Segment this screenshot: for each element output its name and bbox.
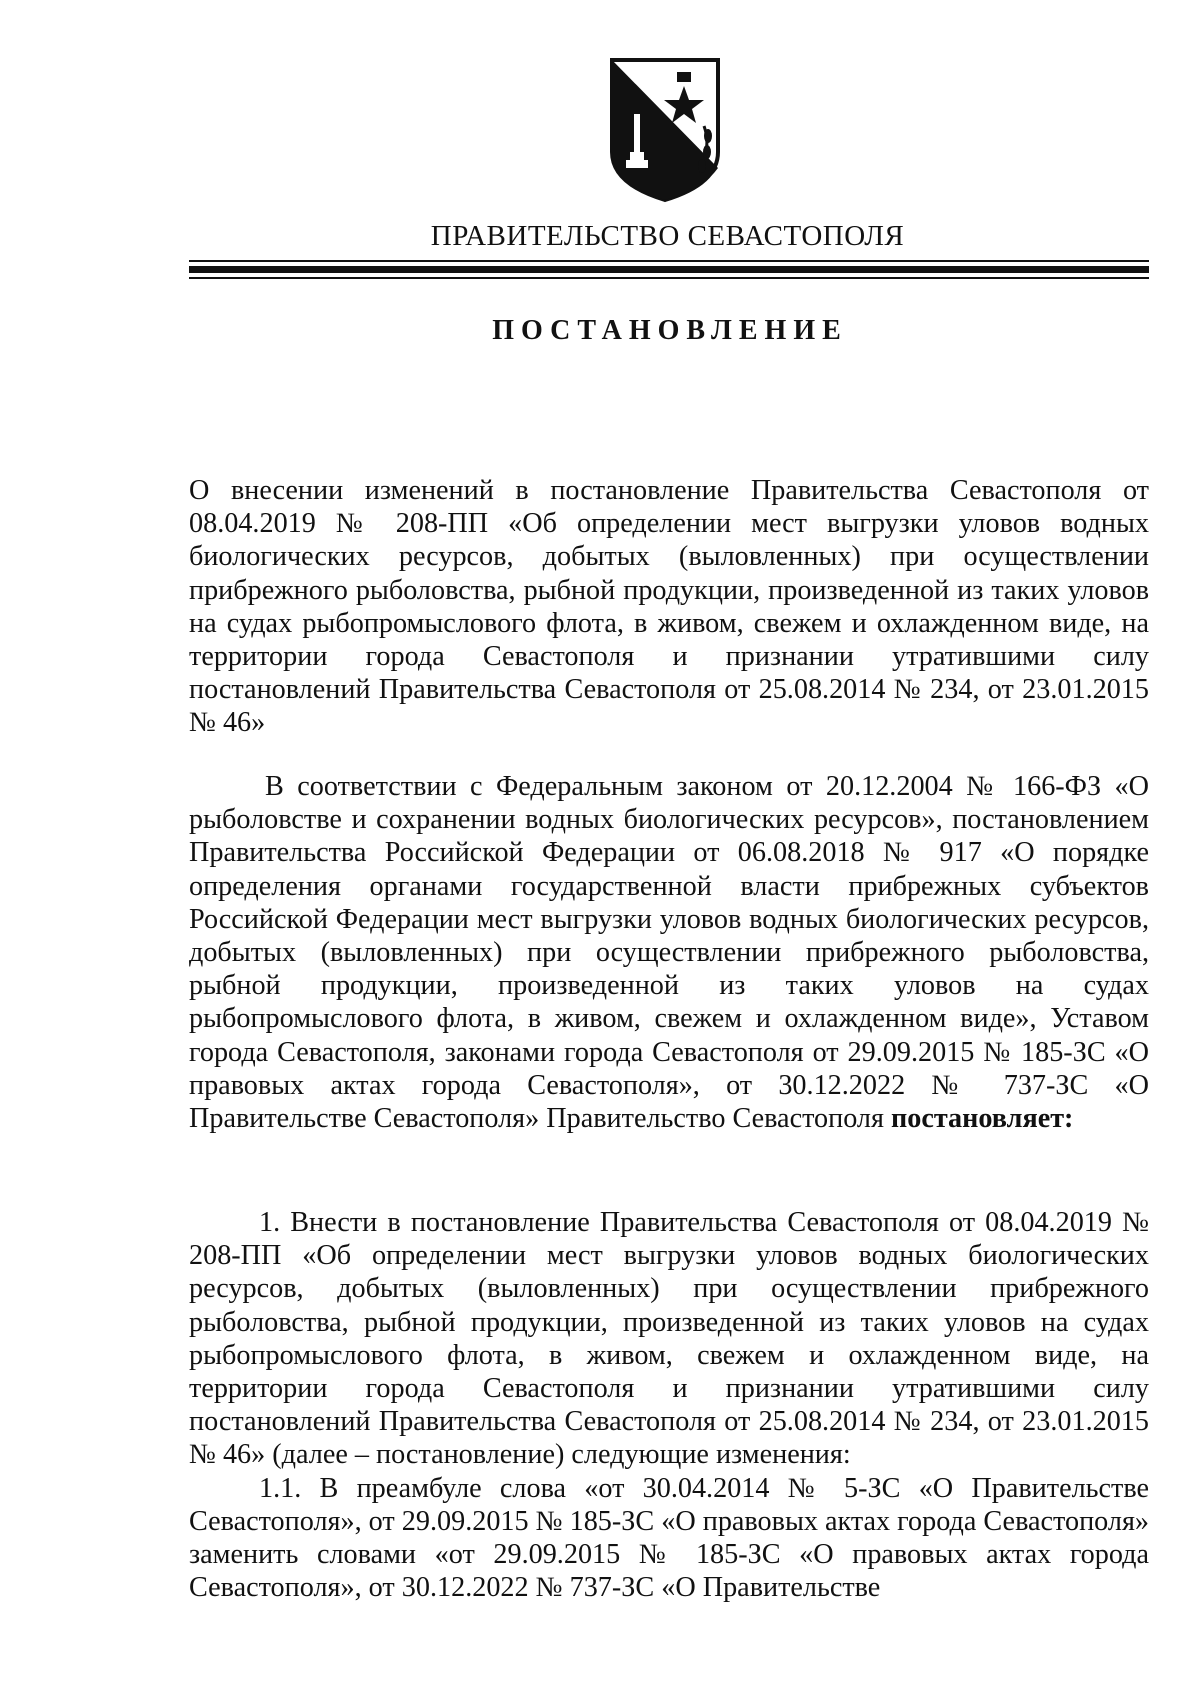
document-subject-block [189, 474, 1149, 740]
header-rule-bottom [189, 277, 1149, 279]
clauses-block [189, 1206, 1149, 1604]
coat-of-arms-emblem [608, 56, 722, 204]
clause-1-1: 1.1. В преамбуле слова «от 30.04.2014 № 5-ЗС «О Правительстве Севастополя», от 29.09.2015 № 185-ЗС «О правовых актах города Севастополя» заменить словами «от 29.09.2015 № 185-ЗС «О правовых актах города Севастополя», от 30.12.2022 № 737-ЗС «О Правительстве [189, 1472, 1149, 1604]
resolves-word: постановляет: [891, 1103, 1074, 1135]
preamble-block [189, 770, 1149, 1135]
clause-1: 1. Внести в постановление Правительства Севастополя от 08.04.2019 № 208-ПП «Об определении мест выгрузки уловов водных биологических ресурсов, добытых (выловленных) при осуществлении прибрежного рыболовства, рыбной продукции, произведенной из таких уловов на судах рыбопромыслового флота, в живом, свежем и охлажденном виде, на территории города Севастополя и признании утратившими силу постановлений Правительства Севастополя от 25.08.2014 № 234, от 23.01.2015 № 46» (далее – постановление) следующие изменения: [189, 1207, 1149, 1471]
preamble-paragraph [189, 770, 1149, 1135]
preamble-text: В соответствии с Федеральным законом от 20.12.2004 № 166-ФЗ «О рыболовстве и сохранении водных биологических ресурсов», постановлением Правительства Российской Федерации от 06.08.2018 № 917 «О порядке определения органами государственной власти прибрежных субъектов Российской Федерации мест выгрузки уловов водных биологических ресурсов, добытых (выловленных) при осуществлении прибрежного рыболовства, рыбной продукции, произведенной из таких уловов на судах рыбопромыслового флота, в живом, свежем и охлажденном виде», Уставом города Севастополя, законами города Севастополя от 29.09.2015 № 185-ЗС «О правовых актах города Севастополя», от 30.12.2022 № 737-ЗС «О Правительстве Севастополя» Правительство Севастополя [189, 771, 1149, 1135]
header-rule-top [189, 260, 1149, 262]
header-rule-thick [189, 266, 1149, 273]
document-type-title: ПОСТАНОВЛЕНИЕ [492, 315, 848, 346]
government-name: ПРАВИТЕЛЬСТВО СЕВАСТОПОЛЯ [430, 220, 905, 252]
document-subject: О внесении изменений в постановление Правительства Севастополя от 08.04.2019 № 208-ПП «Об определении мест выгрузки уловов водных биологических ресурсов, добытых (выловленных) при осуществлении прибрежного рыболовства, рыбной продукции, произведенной из таких уловов на судах рыбопромыслового флота, в живом, свежем и охлажденном виде, на территории города Севастополя и признании утратившими силу постановлений Правительства Севастополя от 25.08.2014 № 234, от 23.01.2015 № 46» [189, 475, 1149, 739]
